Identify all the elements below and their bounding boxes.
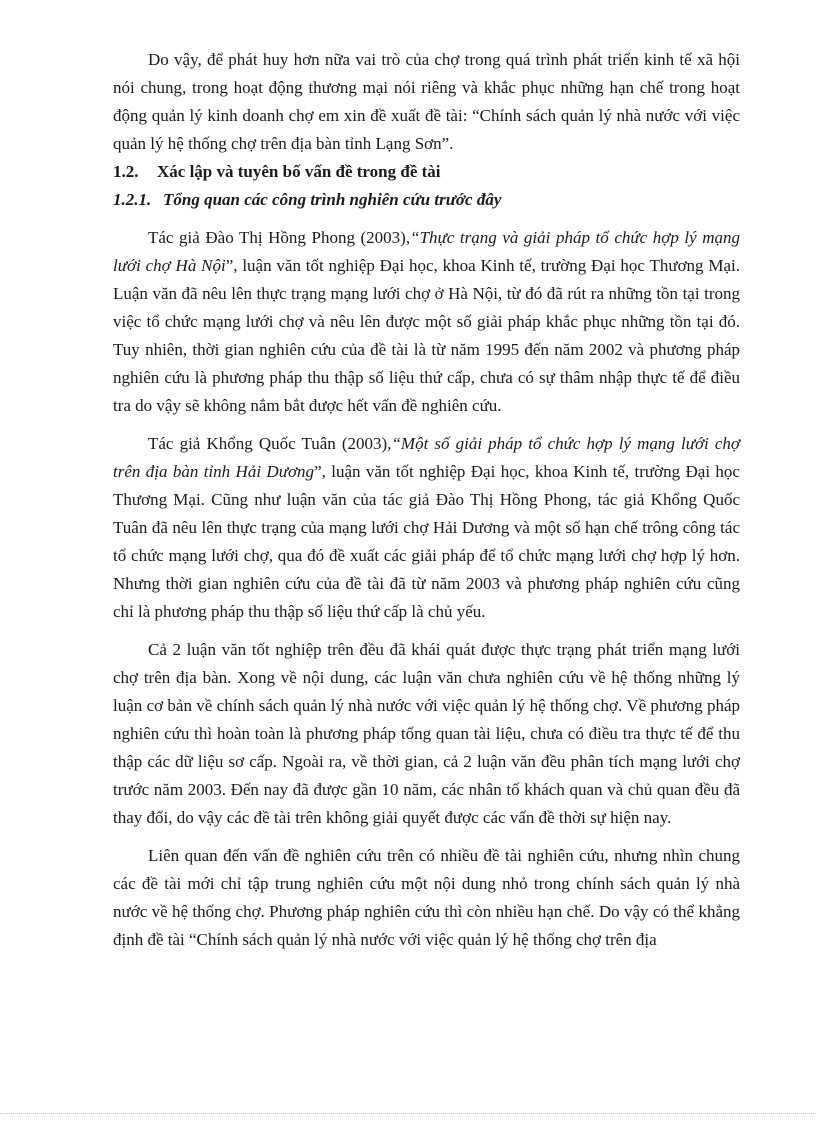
paragraph-conclusion: Liên quan đến vấn đề nghiên cứu trên có nhiều đề tài nghiên cứu, nhưng nhìn chung các đề tài mới chỉ tập trung nghiên cứu một nội dung nhỏ trong chính sách quản lý nhà nước về hệ thống chợ. Phương pháp nghiên cứu thì còn nhiều hạn chế. Do vậy có thể khẳng định đề tài “Chính sách quản lý nhà nước với việc quản lý hệ thống chợ trên địa (113, 846, 740, 949)
citation-title: “Một số giải pháp tổ chức hợp lý mạng lưới chợ trên địa bàn tỉnh Hải Dương (113, 434, 740, 481)
paragraph-khong-quoc-tuan (113, 430, 740, 626)
citation-title: “Thực trạng và giải pháp tổ chức hợp lý mạng lưới chợ Hà Nội (113, 228, 741, 275)
document-page (113, 46, 740, 954)
citation-author: Tác giả Khổng Quốc Tuân (2003), (148, 434, 392, 453)
paragraph-body: ”, luận văn tốt nghiệp Đại học, khoa Kinh tế, trường Đại học Thương Mại. Luận văn đã nêu lên thực trạng mạng lưới chợ ở Hà Nội, từ đó đã rút ra những tồn tại trong việc tổ chức mạng lưới chợ và nêu lên được một số giải pháp khắc phục những tồn tại đó. Tuy nhiên, thời gian nghiên cứu của đề tài là từ năm 1995 đến năm 2002 và phương pháp nghiên cứu là phương pháp thu thập số liệu thứ cấp, chưa có sự thâm nhập thực tế để điều tra do vậy sẽ không nắm bắt được hết vấn đề nghiên cứu. (113, 256, 741, 415)
subsection-heading-1-2-1 (113, 186, 740, 214)
intro-paragraph: Do vậy, để phát huy hơn nữa vai trò của chợ trong quá trình phát triển kinh tế xã hội nói chung, trong hoạt động thương mại nói riêng và khắc phục những hạn chế trong hoạt động quản lý kinh doanh chợ em xin đề xuất đề tài: “Chính sách quản lý nhà nước với việc quản lý hệ thống chợ trên địa bàn tỉnh Lạng Sơn”. (113, 50, 740, 153)
section-heading-1-2 (113, 158, 740, 186)
paragraph-dao-thi-hong-phong (113, 224, 740, 420)
paragraph-body: ”, luận văn tốt nghiệp Đại học, khoa Kinh tế, trường Đại học Thương Mại. Cũng như luận văn của tác giả Đào Thị Hồng Phong, tác giả Khổng Quốc Tuân đã nêu lên thực trạng của mạng lưới chợ Hải Dương và một số hạn chế trông công tác tổ chức mạng lưới chợ, qua đó đề xuất các giải pháp để tổ chức mạng lưới chợ hợp lý hơn. Nhưng thời gian nghiên cứu của đề tài đã từ năm 2003 và phương pháp nghiên cứu cũng chỉ là phương pháp thu thập số liệu thứ cấp là chủ yếu. (113, 462, 740, 621)
section-title: Xác lập và tuyên bố vấn đề trong đề tài (157, 162, 441, 181)
section-number: 1.2. (113, 162, 139, 181)
subsection-title: Tổng quan các công trình nghiên cứu trước đây (163, 190, 502, 209)
citation-author: Tác giả Đào Thị Hồng Phong (2003), (148, 228, 411, 247)
page-bottom-divider (0, 1113, 816, 1114)
paragraph-comparison: Cả 2 luận văn tốt nghiệp trên đều đã khái quát được thực trạng phát triển mạng lưới chợ trên địa bàn. Xong về nội dung, các luận văn chưa nghiên cứu về hệ thống những lý luận cơ bản về chính sách quản lý nhà nước với việc quản lý hệ thống chợ. Về phương pháp nghiên cứu thì hoàn toàn là phương pháp tổng quan tài liệu, chưa có điều tra thực tế để thu thập các dữ liệu sơ cấp. Ngoài ra, về thời gian, cả 2 luận văn đều phân tích mạng lưới chợ trước năm 2003. Đến nay đã được gần 10 năm, các nhân tố khách quan và chủ quan đều đã thay đổi, do vậy các đề tài trên không giải quyết được các vấn đề thời sự hiện nay. (113, 640, 740, 827)
subsection-number: 1.2.1. (113, 190, 152, 209)
